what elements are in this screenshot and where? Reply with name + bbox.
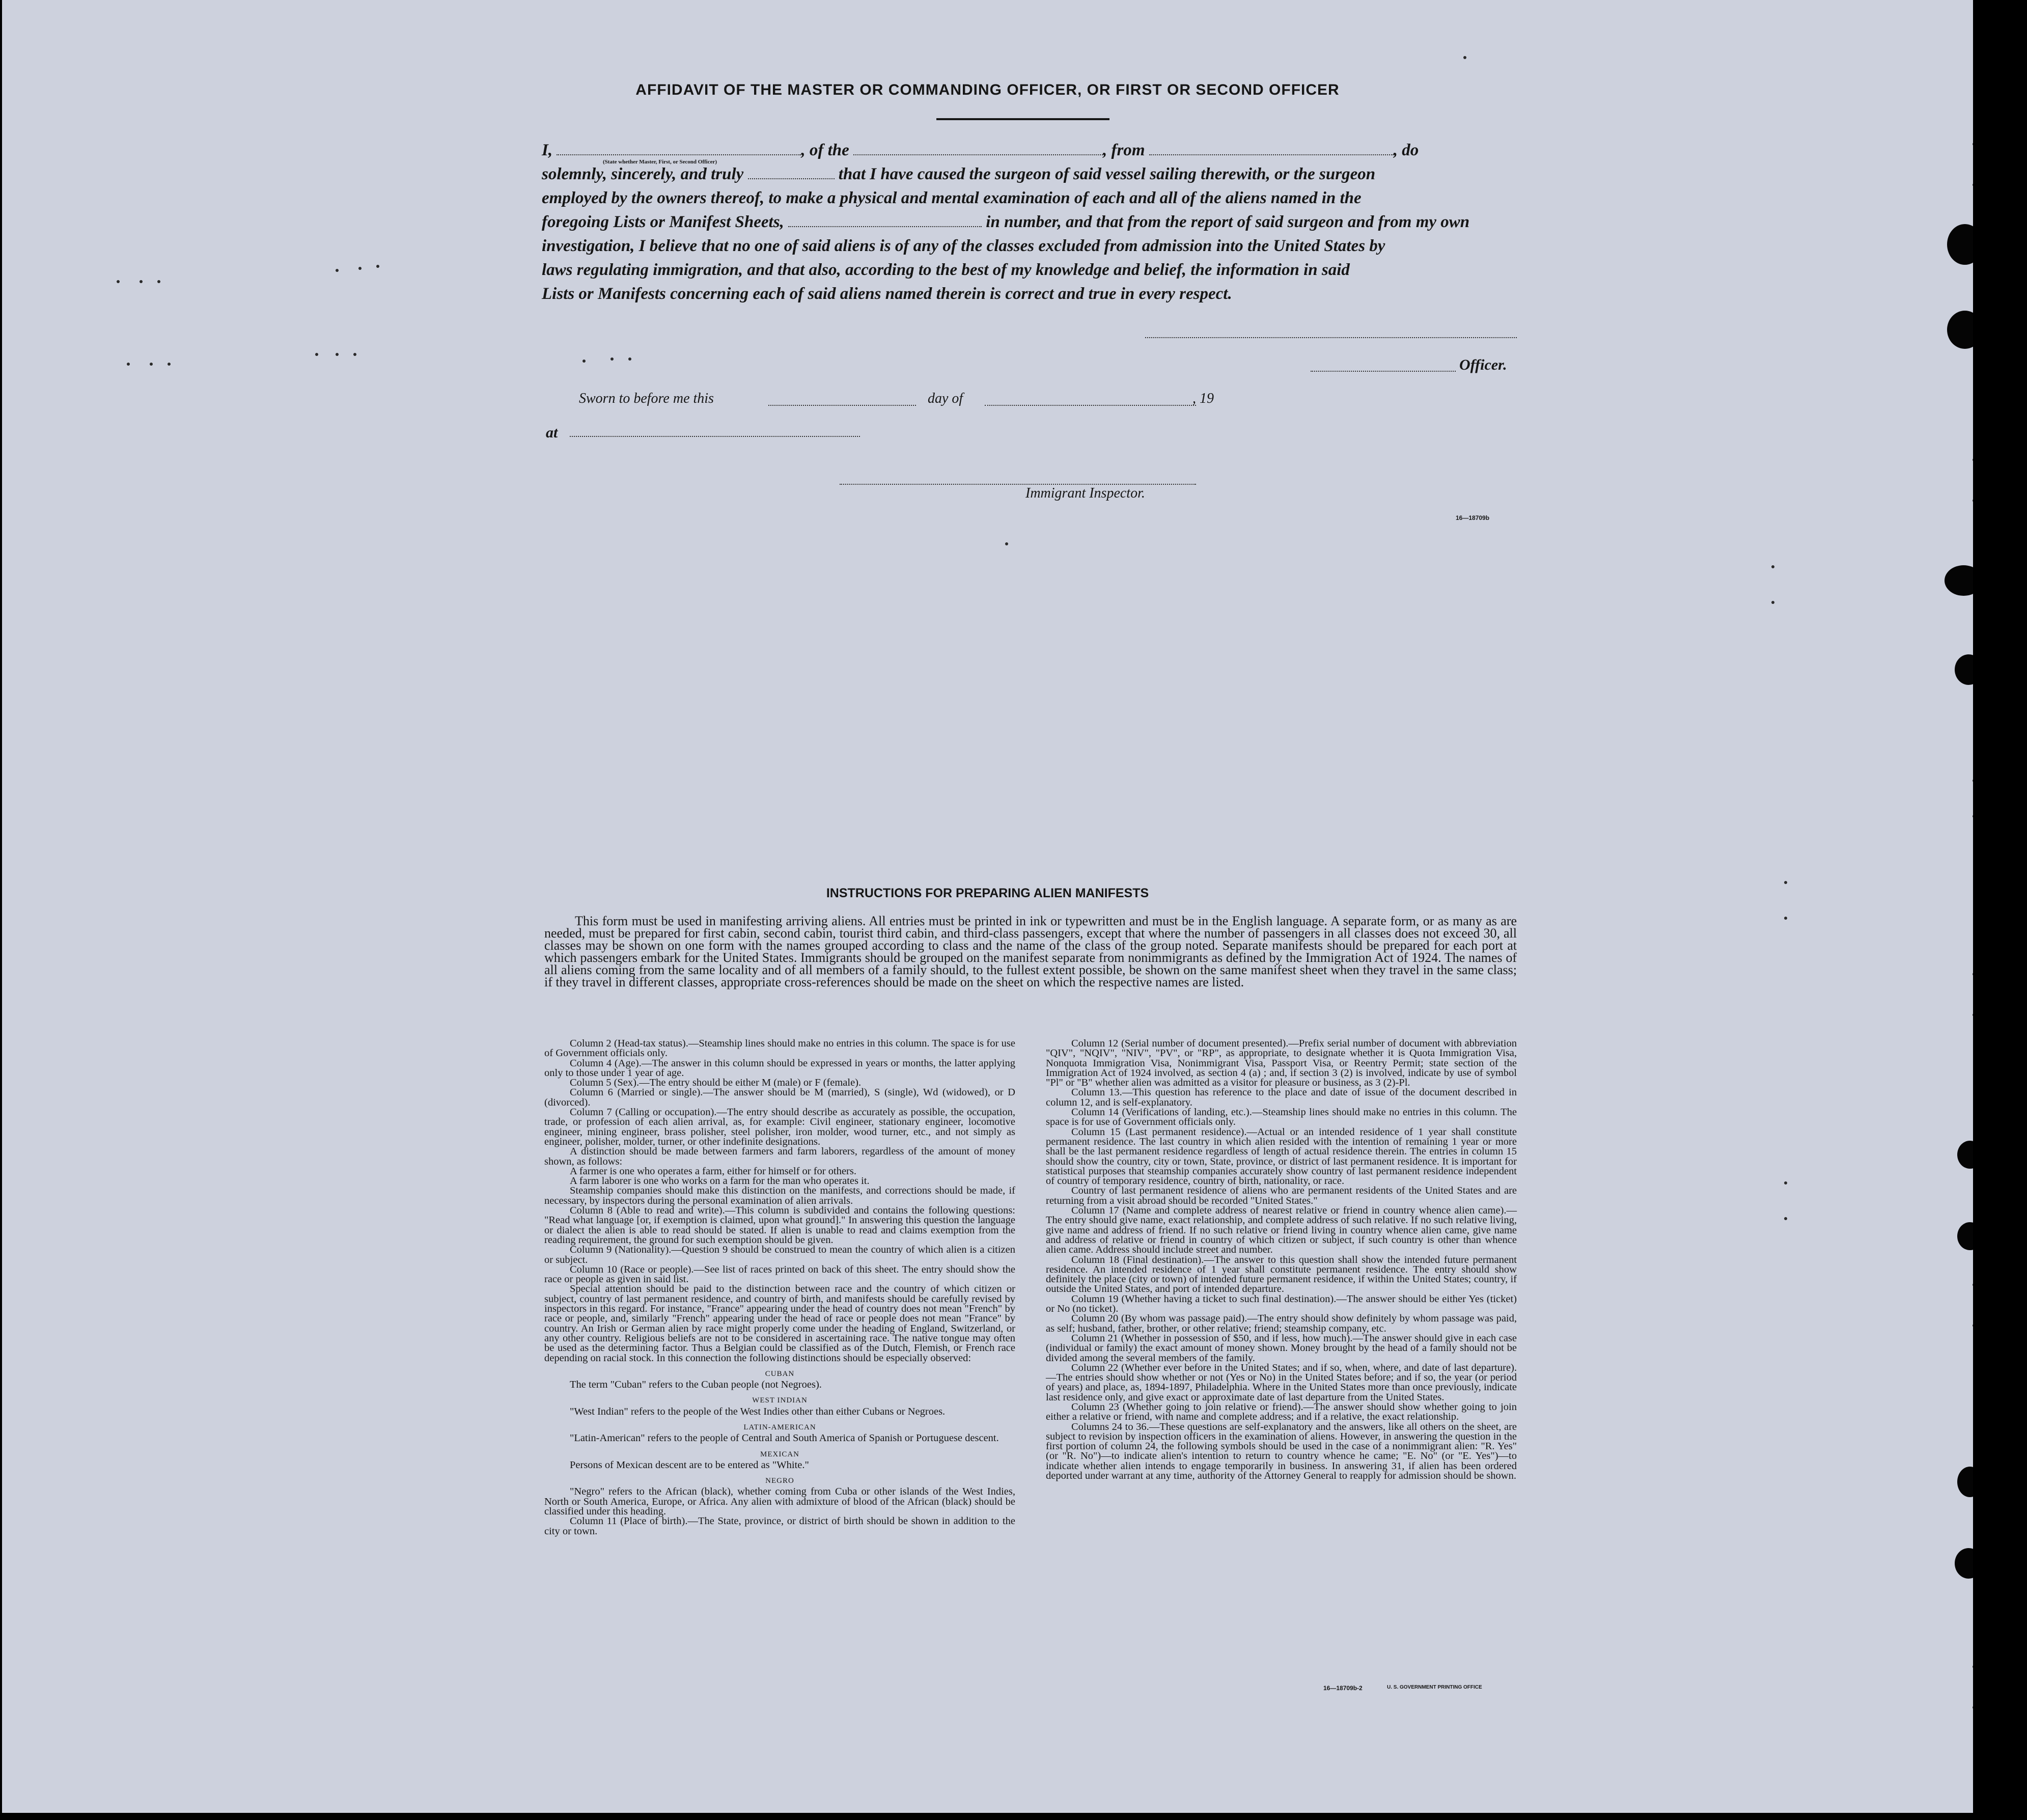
speck — [1771, 601, 1774, 604]
line4-b: in number, and that from the report of said surgeon and from my own — [986, 213, 1470, 231]
speck — [1784, 1181, 1787, 1184]
instruction-paragraph: Columns 24 to 36.—These questions are self-explanatory and the answers, like all others on the sheet, are subject to revision by inspection officers in the examination of aliens. However, in answering the question in the first portion of column 24, the following symbols should be used in the case of a nonimmigrant alien: "R. Yes" (or "R. No")—to indicate alien's intention to return to country whence he came; "E. No" (or "E. Yes")—to indicate whether alien intends to engage temporarily in business. In answering 31, if alien has been ordered deported under warrant at any time, authority of the Attorney General to reapply for admission should be shown. — [1046, 1421, 1517, 1482]
instruction-paragraph: Column 19 (Whether having a ticket to such final destination).—The answer should be either Yes (ticket) or No (no ticket). — [1046, 1293, 1517, 1315]
affidavit-line: laws regulating immigration, and that also, according to the best of my knowledge and belief, the information in said — [542, 261, 1350, 279]
officer-rank-field[interactable] — [557, 142, 801, 155]
latin-american-heading: LATIN-AMERICAN — [743, 1423, 816, 1431]
negro-text: "Negro" refers to the African (black), whether coming from Cuba or other islands of the West Indies, North or South America, Europe, or Africa. Any alien with admixture of blood of the African (black) should be classified under this heading. — [544, 1486, 1015, 1518]
sworn-text: Sworn to before me this — [579, 391, 714, 406]
instruction-paragraph: Column 21 (Whether in possession of $50, and if less, how much).—The answer should give in each case (individual or family) the exact amount of money shown. Money brought by the head of a family should not be divided among the several members of the family. — [1046, 1332, 1517, 1364]
punch-hole — [1957, 1467, 1973, 1497]
speck — [353, 353, 356, 356]
year-text: , 19 — [1192, 391, 1214, 406]
affidavit-line: investigation, I believe that no one of said aliens is of any of the classes excluded from admission into the United States by — [542, 237, 1385, 255]
speck — [582, 360, 586, 363]
speck — [127, 363, 130, 366]
port-field[interactable] — [1149, 142, 1394, 155]
instruction-paragraph: Column 6 (Married or single).—The answer should be M (married), S (single), Wd (widowed), or D (divorced). — [544, 1087, 1015, 1108]
speck — [157, 280, 160, 283]
vessel-field[interactable] — [853, 142, 1103, 155]
instruction-paragraph: Column 10 (Race or people).—See list of races printed on back of this sheet. The entry should show the race or people as given in said list. — [544, 1263, 1015, 1285]
day-of-text: day of — [928, 391, 963, 406]
speck — [1784, 1217, 1787, 1220]
instruction-paragraph: A distinction should be made between farmers and farm laborers, regardless of the amount of money shown, as follows: — [544, 1146, 1015, 1167]
speck — [1784, 881, 1787, 884]
line4-a: foregoing Lists or Manifest Sheets, — [542, 213, 784, 231]
instruction-paragraph: Column 23 (Whether going to join relative or friend).—The answer should show whether going to join either a relative or friend, with name and complete address; and if a relative, the exact relationship. — [1046, 1401, 1517, 1423]
instructions-intro: This form must be used in manifesting arriving aliens. All entries must be printed in ink or typewritten and must be in the English language. A separate form, or as many as are needed, must be prepared for first cabin, second cabin, tourist third cabin, and third-class passengers, except that where the number of passengers in all classes does not exceed 30, all classes may be shown on one form with the names grouped according to class and the name of the class of the group noted. Separate manifests should be prepared for each port at which passengers embark for the United States. Immigrants should be grouped on the manifest separate from nonimmigrants as defined by the Immigration Act of 1924. The names of all aliens coming from the same locality and of all members of a family should, to the fullest extent possible, be shown on the same manifest sheet when they travel in the same class; if they travel in different classes, appropriate cross-references should be made on the sheet on which the respective names are listed. — [544, 914, 1517, 989]
instruction-paragraph: A farmer is one who operates a farm, either for himself or for others. — [570, 1165, 856, 1177]
speck — [336, 269, 339, 272]
punch-hole — [1947, 311, 1973, 349]
west-indian-heading: WEST INDIAN — [752, 1396, 808, 1405]
affidavit-line: Lists or Manifests concerning each of said aliens named therein is correct and true in every respect. — [542, 285, 1232, 303]
inspector-signature-line[interactable] — [840, 484, 1196, 485]
punch-hole — [1955, 654, 1973, 685]
speck — [1463, 56, 1466, 59]
speck — [610, 357, 614, 361]
line2-b: that I have caused the surgeon of said vessel sailing therewith, or the surgeon — [838, 165, 1376, 183]
instruction-paragraph: Column 22 (Whether ever before in the United States; and if so, when, where, and date of last departure).—The entries should show whether or not (Yes or No) in the United States before; and if so, the year (or period of years) and place, as, 1894-1897, Philadelphia. Where in the United States more than once previously, indicate last residence only, and give exact or approximate date of last departure from the United States. — [1046, 1362, 1517, 1403]
instruction-paragraph: Column 13.—This question has reference to the place and date of issue of the document described in column 12, and is self-explanatory. — [1046, 1087, 1517, 1108]
instruction-paragraph: A farm laborer is one who works on a farm for the man who operates it. — [570, 1175, 870, 1187]
punch-hole — [1957, 1141, 1973, 1169]
speck — [376, 265, 379, 268]
instruction-paragraph: Column 8 (Able to read and write).—This column is subdivided and contains the following questions: "Read what language [or, if exemption is claimed, upon what ground]." In answering this question the language or dialect the alien is able to read should be stated. If alien is unable to read and claims exemption from the reading requirement, the ground for such exemption should be given. — [544, 1205, 1015, 1246]
sworn-month-field[interactable] — [985, 405, 1196, 406]
officer-label: Officer. — [1459, 356, 1507, 373]
from-word: , from — [1103, 141, 1145, 159]
instruction-paragraph: Column 18 (Final destination).—The answer to this question shall show the intended future permanent residence. An intended residence of 1 year shall constitute permanent residence. The entry should show definitely the place (city or town) of intended future permanent residence, if within the United States; country, if outside the United States, and port of intended departure. — [1046, 1254, 1517, 1295]
instruction-paragraph: Column 2 (Head-tax status).—Steamship lines should make no entries in this column. The space is for use of Government officials only. — [544, 1038, 1015, 1059]
mexican-heading: MEXICAN — [760, 1450, 799, 1458]
instruction-paragraph: Column 5 (Sex).—The entry should be either M (male) or F (female). — [570, 1077, 862, 1089]
instruction-paragraph: Column 12 (Serial number of document presented).—Prefix serial number of document with abbreviation "QIV", "NQIV", "NIV", "PV", or "RP", as appropriate, to designate whether it is Quota Immigration Visa, Nonquota Immigration Visa, Nonimmigrant Visa, Passport Visa, or Reentry Permit; state section of the Immigration Act of 1924 involved, as section 4 (a) ; and, if section 3 (2) is involved, indicate by use of symbol "Pl" or "B" whether alien was admitted as a visitor for pleasure or business, as 3 (2)-Pl. — [1046, 1038, 1517, 1089]
instruction-paragraph: Column 15 (Last permanent residence).—Actual or an intended residence of 1 year shall constitute permanent residence. The last country in which alien resided with the intention of remaining 1 year or more shall be the last permanent residence regardless of length of actual residence therein. The entries in column 15 should show the country, city or town, State, province, or district of last permanent residence. It is important for statistical purposes that steamship companies accurately show country of last permanent residence independent of country of temporary residence, country of birth, nationality, or race. — [1046, 1126, 1517, 1187]
instructions-left-column — [544, 1039, 1015, 1536]
affidavit-line — [542, 162, 1519, 186]
instruction-paragraph: Column 9 (Nationality).—Question 9 should be construed to mean the country of which alien is a citizen or subject. — [544, 1244, 1015, 1265]
speck — [336, 353, 339, 356]
sheet-count-field[interactable] — [788, 214, 982, 227]
speck — [1771, 565, 1774, 568]
instruction-paragraph: Column 4 (Age).—The answer in this column should be expressed in years or months, the latter applying only to those under 1 year of age. — [544, 1057, 1015, 1079]
affidavit-line — [542, 210, 1519, 234]
instruction-paragraph: Column 20 (By whom was passage paid).—The entry should show definitely by whom passage was paid, as self; husband, father, brother, or other relative; friend; steamship company, etc. — [1046, 1313, 1517, 1334]
instructions-title: INSTRUCTIONS FOR PREPARING ALIEN MANIFESTS — [826, 886, 1149, 900]
punch-hole — [1957, 1222, 1973, 1250]
latin-american-text: "Latin-American" refers to the people of Central and South America of Spanish or Portuguese descent. — [570, 1432, 999, 1444]
speck — [1005, 542, 1008, 545]
negro-heading: NEGRO — [765, 1477, 794, 1485]
printer-imprint: U. S. GOVERNMENT PRINTING OFFICE — [1387, 1685, 1482, 1690]
punch-hole — [1945, 565, 1973, 596]
affidavit-title: AFFIDAVIT OF THE MASTER OR COMMANDING OFFICER, OR FIRST OR SECOND OFFICER — [635, 81, 1340, 98]
cuban-heading: CUBAN — [765, 1369, 795, 1378]
instruction-paragraph: Country of last permanent residence of aliens who are permanent residents of the United States and are returning from a visit abroad should be recorded "United States." — [1046, 1185, 1517, 1206]
title-rule — [936, 118, 1109, 120]
speck — [140, 280, 143, 283]
speck — [358, 267, 362, 270]
instruction-paragraph: Steamship companies should make this distinction on the manifests, and corrections should be made, if necessary, by inspectors during the personal examination of alien arrivals. — [544, 1185, 1015, 1206]
signature-line[interactable] — [1145, 337, 1517, 338]
mexican-text: Persons of Mexican descent are to be entered as "White." — [570, 1459, 809, 1471]
i-word: I, — [542, 141, 553, 159]
line2-a: solemnly, sincerely, and truly — [542, 165, 744, 183]
instructions-right-column — [1046, 1039, 1517, 1481]
swear-field[interactable] — [748, 166, 835, 179]
officer-line[interactable] — [1311, 371, 1456, 372]
instruction-paragraph: Special attention should be paid to the distinction between race and the country of which citizen or subject, country of last permanent residence, and country of birth, and manifests should be carefully revised by inspectors in this regard. For instance, "France" appearing under the head of country does not mean "French" by race or people, and, similarly "French" appearing under the head of race or people does not mean "France" by country. An Irish or German alien by race might properly come under the heading of England, Switzerland, or any other country. Religious beliefs are not to be considered in ascertaining race. The native tongue may often be used as the determining factor. Thus a Belgian could be classified as of the Dutch, Flemish, or French race depending on racial stock. In this connection the following distinctions should be especially observed: — [544, 1283, 1015, 1364]
speck — [1784, 917, 1787, 920]
speck — [150, 363, 153, 366]
do-word: , do — [1393, 141, 1419, 159]
speck — [168, 363, 171, 366]
punch-hole — [1947, 224, 1973, 265]
sworn-day-field[interactable] — [768, 405, 916, 406]
speck — [628, 357, 631, 361]
punch-hole — [1955, 1548, 1973, 1579]
inspector-label: Immigrant Inspector. — [1025, 485, 1145, 501]
at-word: at — [546, 424, 558, 441]
speck — [315, 353, 318, 356]
affidavit-form-number: 16—18709b — [1456, 514, 1490, 521]
cuban-text: The term "Cuban" refers to the Cuban people (not Negroes). — [570, 1379, 822, 1391]
state-whether-note: (State whether Master, First, or Second Officer) — [603, 159, 717, 165]
affidavit-line: employed by the owners thereof, to make a physical and mental examination of each and all of the aliens named in the — [542, 189, 1362, 207]
instruction-paragraph: Column 14 (Verifications of landing, etc.).—Steamship lines should make no entries in this column. The space is for use of Government officials only. — [1046, 1107, 1517, 1128]
of-the: , of the — [801, 141, 849, 159]
manifest-sheet — [2, 0, 1973, 1813]
column-11-text: Column 11 (Place of birth).—The State, province, or district of birth should be shown in addition to the city or town. — [544, 1515, 1015, 1537]
instruction-paragraph: Column 17 (Name and complete address of nearest relative or friend in country whence alien came).—The entry should give name, exact relationship, and complete address of such relative. If no such relative living, give name and address of friend. If no such relative or friend living in country whence alien came, give name and address of relative or friend in country of which citizen or subject, if such country is other than whence alien came. Address should include street and number. — [1046, 1205, 1517, 1256]
instruction-paragraph: Column 7 (Calling or occupation).—The entry should describe as accurately as possible, the occupation, trade, or profession of each alien arrival, as, for example: Civil engineer, stationary engineer, locomotive engineer, mining engineer, brass polisher, steel polisher, iron molder, wood turner, etc., and not simply as engineer, polisher, molder, turner, or other indefinite designations. — [544, 1107, 1015, 1147]
at-field[interactable] — [570, 436, 860, 437]
west-indian-text: "West Indian" refers to the people of the West Indies other than either Cubans or Negroes. — [570, 1405, 946, 1417]
speck — [117, 280, 120, 283]
instructions-form-number: 16—18709b-2 — [1323, 1685, 1363, 1692]
